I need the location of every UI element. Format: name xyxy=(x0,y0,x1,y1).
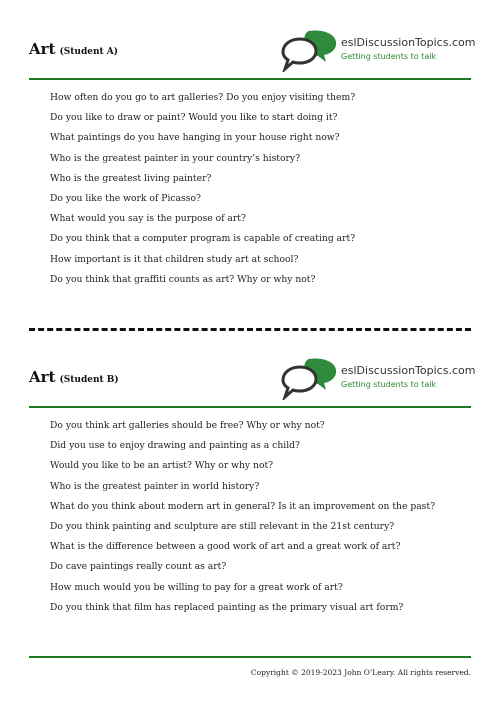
question-text: Who is the greatest painter in world history? xyxy=(50,480,260,492)
site-logo-a xyxy=(279,28,476,72)
logo-tagline: Getting students to talk xyxy=(341,52,437,61)
question-text: Do you think art galleries should be free? Why or why not? xyxy=(50,420,325,431)
question-text: Do cave paintings really count as art? xyxy=(50,561,227,573)
question-text: Who is the greatest painter in your country’s history? xyxy=(50,152,301,164)
question-text: What paintings do you have hanging in your house right now? xyxy=(50,132,340,144)
site-logo-b xyxy=(279,356,476,400)
section-a-title-text: Art xyxy=(29,40,56,58)
question-text: What do you think about modern art in general? Is it an improvement on the past? xyxy=(50,500,436,512)
question-text: Do you think that film has replaced painting as the primary visual art form? xyxy=(50,601,404,613)
question-text: Do you think painting and sculpture are still relevant in the 21st century? xyxy=(50,520,395,532)
question-text: What is the difference between a good work of art and a great work of art? xyxy=(50,541,401,553)
section-b-divider-line xyxy=(29,406,471,408)
section-b-student-label: (Student B) xyxy=(59,375,119,385)
section-a-title xyxy=(29,40,118,58)
question-text: How important is it that children study art at school? xyxy=(50,253,299,265)
speech-bubbles-icon xyxy=(279,28,339,72)
question-text: Did you use to enjoy drawing and painting as a child? xyxy=(50,440,300,452)
section-student-a xyxy=(29,28,476,285)
speech-bubbles-icon xyxy=(279,356,339,400)
question-text: How much would you be willing to pay for a great work of art? xyxy=(50,581,343,593)
logo-site-name: eslDiscussionTopics.com xyxy=(341,364,476,377)
question-text: Who is the greatest living painter? xyxy=(50,172,212,184)
section-b-title xyxy=(29,368,119,386)
copyright-notice: Copyright © 2019-2023 John O’Leary. All rights reserved. xyxy=(250,668,471,677)
question-text: Do you think that graffiti counts as art? Why or why not? xyxy=(50,273,316,285)
question-text: Do you like the work of Picasso? xyxy=(50,192,201,204)
section-a-divider-line xyxy=(29,78,471,80)
question-text: What would you say is the purpose of art? xyxy=(50,213,246,225)
question-text: Do you like to draw or paint? Would you like to start doing it? xyxy=(50,112,338,124)
question-text: How often do you go to art galleries? Do you enjoy visiting them? xyxy=(50,92,356,103)
section-a-header xyxy=(29,28,476,76)
section-student-b xyxy=(29,356,476,613)
question-text: Would you like to be an artist? Why or why not? xyxy=(50,460,274,472)
footer-divider-line xyxy=(29,656,471,658)
section-b-header xyxy=(29,356,476,404)
logo-site-name: eslDiscussionTopics.com xyxy=(341,36,476,49)
cut-line-divider xyxy=(29,328,471,331)
logo-tagline: Getting students to talk xyxy=(341,380,437,389)
question-text: Do you think that a computer program is capable of creating art? xyxy=(50,233,356,245)
section-b-title-text: Art xyxy=(29,368,56,386)
section-a-student-label: (Student A) xyxy=(59,47,119,57)
